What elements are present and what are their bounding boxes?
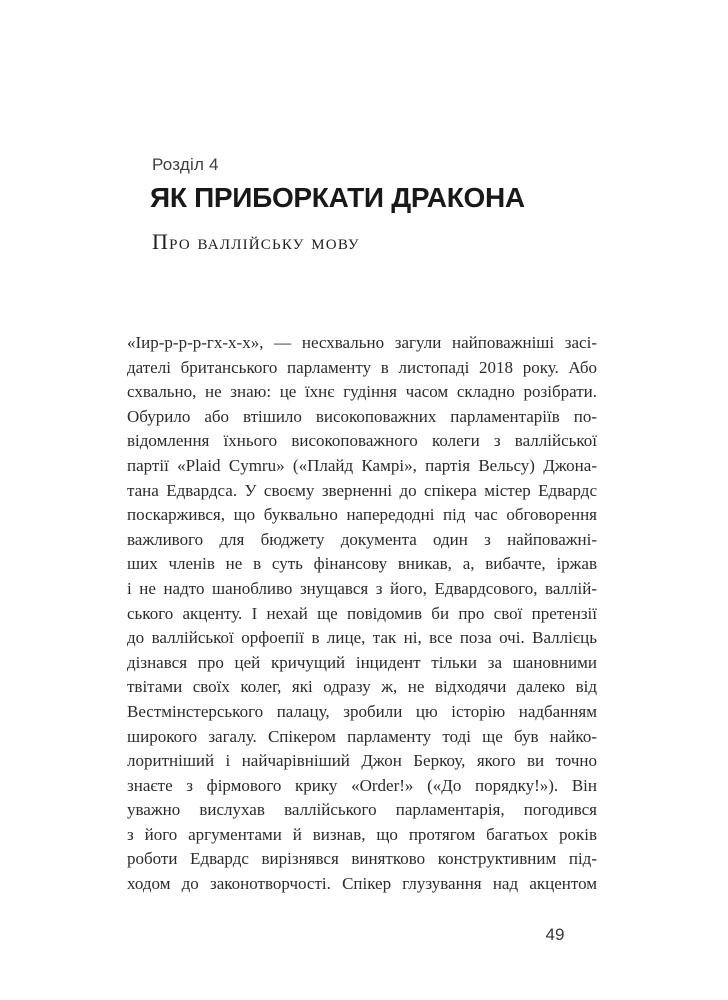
body-text-line: лоритніший і найчарівніший Джон Беркоу, якого ви точно	[127, 751, 597, 771]
body-text-block	[127, 331, 597, 897]
page-number: 49	[545, 925, 565, 944]
body-text-line: роботи Едвардс вирізнявся винятково конструктивним під-	[127, 849, 597, 869]
body-text-line: тана Едвардса. У своєму зверненні до спікера містер Едвардс	[127, 480, 597, 500]
body-text-line: з його аргументами й визнав, що протягом багатьох років	[127, 824, 597, 844]
body-text-line: партії «Plaid Cymru» («Плайд Камрі», партія Вельсу) Джона-	[127, 455, 597, 475]
body-text-line: поскаржився, що буквально напередодні під час обговорення	[127, 505, 597, 525]
body-text-line: широкого загалу. Спікером парламенту тоді ще був найко-	[127, 726, 597, 746]
body-text-line: дателі британського парламенту в листопаді 2018 року. Або	[127, 357, 597, 377]
chapter-subtitle: Про валлійську мову	[152, 229, 360, 254]
body-text-line: дізнався про цей кричущий інцидент тільки за шановними	[127, 652, 597, 672]
body-text-line: важливого для бюджету документа один з найповажні-	[127, 529, 597, 549]
body-text-line: до валлійської орфоепії в лице, так ні, все поза очі. Валлієць	[127, 628, 597, 648]
body-text-line: ського акценту. І нехай ще повідомив би про свої претензії	[127, 603, 597, 623]
body-text-line: твітами своїх колег, які одразу ж, не відходячи далеко від	[127, 677, 597, 697]
chapter-title: ЯК ПРИБОРКАТИ ДРАКОНА	[150, 182, 525, 213]
chapter-number-label: Розділ 4	[152, 155, 219, 174]
body-text-line: уважно вислухав валлійського парламентарія, погодився	[127, 800, 597, 820]
body-text-line: і не надто шанобливо знущався з його, Едвардсового, валлій-	[127, 578, 597, 598]
body-text-line: Обурило або втішило високоповажних парламентаріїв по-	[127, 406, 597, 426]
body-text-line: ших членів не в суть фінансову вникав, а, вибачте, іржав	[127, 554, 597, 574]
body-text-line: «Іир-р-р-р-гх-х-х», — несхвально загули найповажніші засі-	[127, 333, 597, 352]
body-text-line: відомлення їхнього високоповажного колеги з валлійської	[127, 431, 597, 451]
body-text-line: схвально, не знаю: це їхнє гудіння часом складно розібрати.	[127, 382, 597, 402]
body-text-line: знаєте з фірмового крику «Order!» («До порядку!»). Він	[127, 775, 597, 795]
body-text-line: ходом до законотворчості. Спікер глузування над акцентом	[127, 874, 597, 894]
body-text-line: Вестмінстерського палацу, зробили цю історію надбанням	[127, 701, 597, 721]
